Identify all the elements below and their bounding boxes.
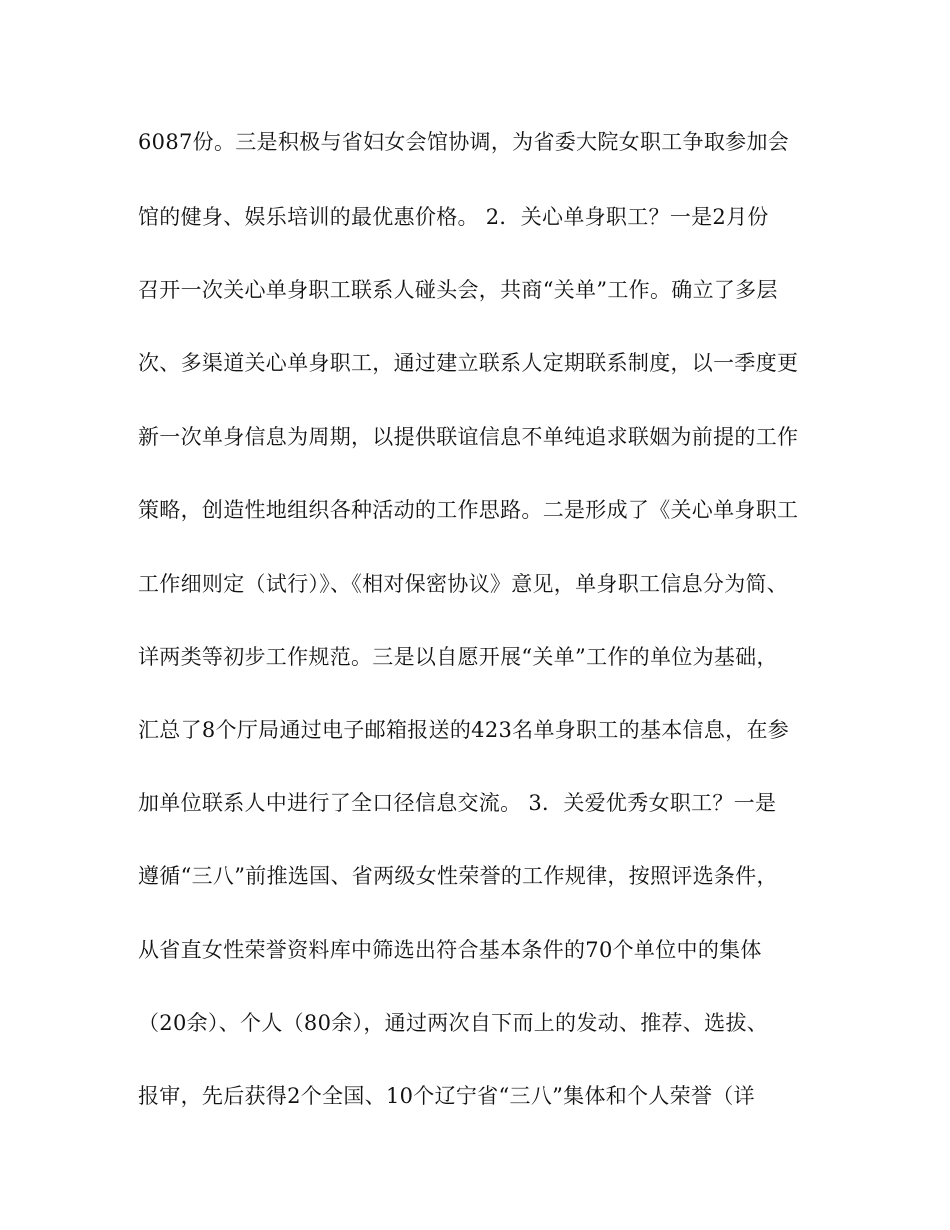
text-line-6: 策略，创造性地组织各种活动的工作思路。二是形成了《关心单身职工 — [138, 498, 799, 522]
text-line-7: 工作细则定（试行）》、《相对保密协议》意见，单身职工信息分为简、 — [138, 572, 789, 596]
text-line-2: 馆的健身、娱乐培训的最优惠价格。 2．关心单身职工？一是2月份 — [138, 205, 769, 229]
text-line-4: 次、多渠道关心单身职工，通过建立联系人定期联系制度，以一季度更 — [138, 351, 799, 375]
text-line-11: 遵循“三八”前推选国、省两级女性荣誉的工作规律，按照评选条件， — [138, 864, 778, 888]
text-line-1: 6087份。三是积极与省妇女会馆协调，为省委大院女职工争取参加会 — [138, 130, 790, 154]
text-line-3: 召开一次关心单身职工联系人碰头会，共商“关单”工作。确立了多层 — [138, 278, 778, 302]
text-line-13: （20余）、个人（80余），通过两次自下而上的发动、推荐、选拔、 — [138, 1011, 769, 1035]
text-line-10: 加单位联系人中进行了全口径信息交流。 3．关爱优秀女职工？一是 — [138, 791, 777, 815]
text-line-12: 从省直女性荣誉资料库中筛选出符合基本条件的70个单位中的集体 — [138, 938, 762, 962]
text-line-5: 新一次单身信息为周期，以提供联谊信息不单纯追求联姻为前提的工作 — [138, 425, 799, 449]
text-line-14: 报审，先后获得2个全国、10个辽宁省“三八”集体和个人荣誉（详 — [138, 1084, 755, 1108]
text-line-8: 详两类等初步工作规范。三是以自愿开展“关单”工作的单位为基础， — [138, 645, 778, 669]
text-line-9: 汇总了8个厅局通过电子邮箱报送的423名单身职工的基本信息，在参 — [138, 718, 790, 742]
